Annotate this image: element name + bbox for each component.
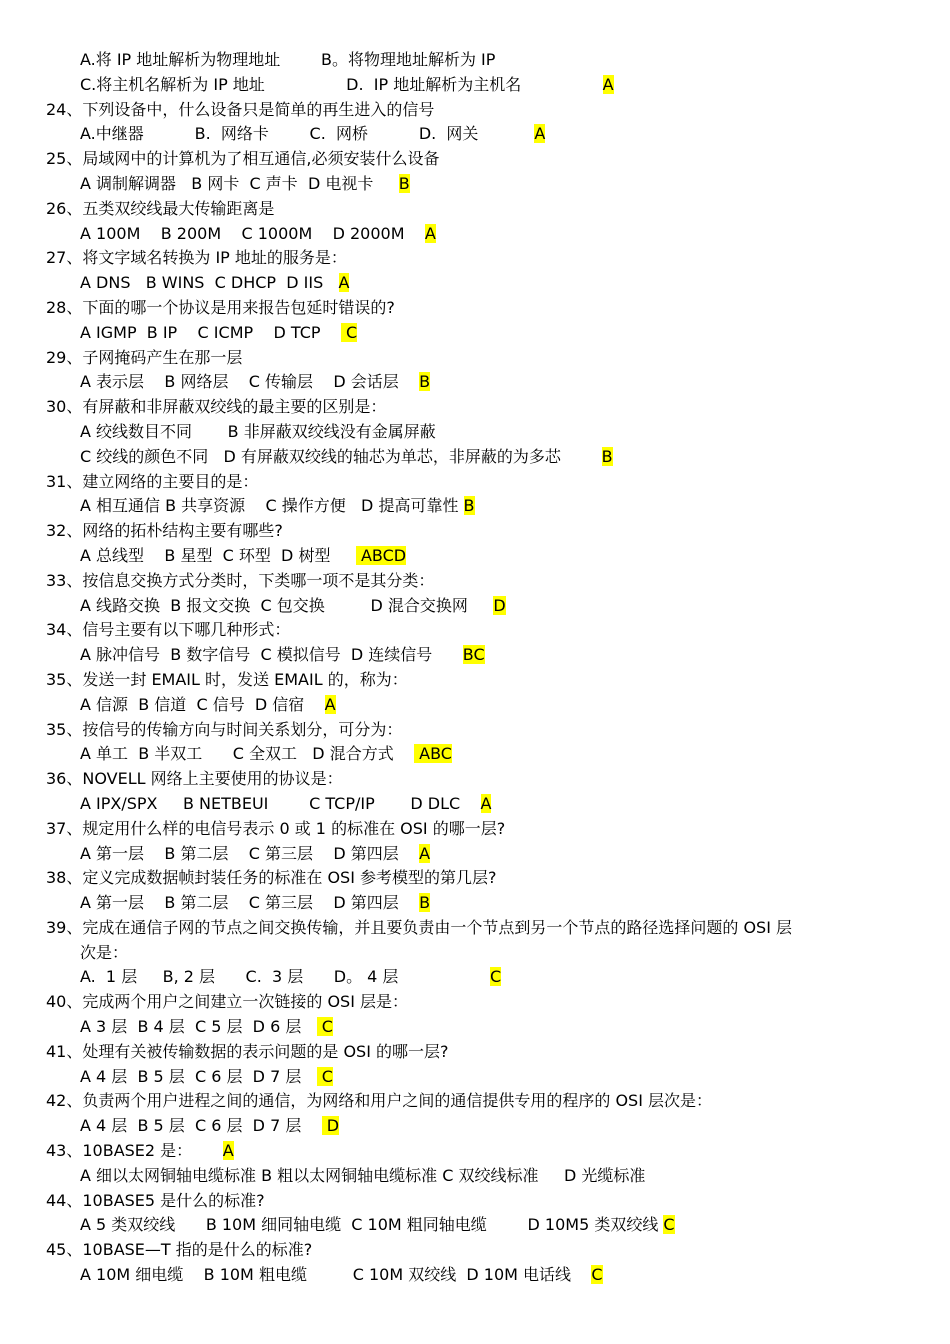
line-text: A 100M B 200M C 1000M D 2000M bbox=[80, 223, 425, 243]
answer-highlight: A bbox=[324, 694, 336, 714]
line-text: 39、完成在通信子网的节点之间交换传输，并且要负责由一个节点到另一个节点的路径选择问题的 OSI 层 bbox=[46, 917, 793, 937]
answer-highlight: A bbox=[602, 74, 614, 94]
answer-highlight: D bbox=[493, 595, 506, 615]
question-line bbox=[0, 296, 950, 321]
question-line bbox=[0, 718, 950, 743]
line-text: 37、规定用什么样的电信号表示 0 或 1 的标准在 OSI 的哪一层? bbox=[46, 818, 506, 838]
line-text: 27、将文字域名转换为 IP 地址的服务是： bbox=[46, 248, 347, 268]
answer-highlight: A bbox=[338, 273, 350, 293]
option-line bbox=[0, 1213, 950, 1238]
question-line bbox=[0, 470, 950, 495]
question-line bbox=[0, 98, 950, 123]
line-text: A 总线型 B 星型 C 环型 D 树型 bbox=[80, 545, 356, 565]
line-text: A 绞线数目不同 B 非屏蔽双绞线没有金属屏蔽 bbox=[80, 421, 436, 441]
line-text: 33、按信息交换方式分类时，下类哪一项不是其分类： bbox=[46, 570, 435, 590]
answer-highlight: C bbox=[340, 322, 358, 342]
option-line bbox=[0, 420, 950, 445]
line-text: A 表示层 B 网络层 C 传输层 D 会话层 bbox=[80, 372, 420, 392]
option-line bbox=[0, 544, 950, 569]
question-line bbox=[0, 346, 950, 371]
line-text: A 线路交换 B 报文交换 C 包交换 D 混合交换网 bbox=[80, 595, 494, 615]
answer-highlight: ABCD bbox=[355, 545, 407, 565]
question-line bbox=[0, 395, 950, 420]
line-text: 45、10BASE—T 指的是什么的标准? bbox=[46, 1240, 313, 1260]
answer-highlight: C bbox=[663, 1215, 675, 1235]
line-text: A. 1 层 B, 2 层 C. 3 层 D。 4 层 bbox=[80, 967, 490, 987]
option-line bbox=[0, 73, 950, 98]
option-line bbox=[0, 1114, 950, 1139]
line-text: 24、下列设备中，什么设备只是简单的再生进入的信号 bbox=[46, 99, 435, 119]
answer-highlight: D bbox=[321, 1116, 340, 1136]
answer-highlight: A bbox=[424, 223, 436, 243]
option-line bbox=[0, 941, 950, 966]
line-text: 41、处理有关被传输数据的表示问题的是 OSI 的哪一层? bbox=[46, 1041, 449, 1061]
option-line bbox=[0, 742, 950, 767]
question-line bbox=[0, 246, 950, 271]
option-line bbox=[0, 172, 950, 197]
answer-highlight: A bbox=[480, 793, 492, 813]
question-line bbox=[0, 990, 950, 1015]
option-line bbox=[0, 891, 950, 916]
option-line bbox=[0, 1015, 950, 1040]
option-line bbox=[0, 792, 950, 817]
option-line bbox=[0, 1164, 950, 1189]
option-line bbox=[0, 370, 950, 395]
line-text: C 绞线的颜色不同 D 有屏蔽双绞线的轴芯为单芯，非屏蔽的为多芯 bbox=[80, 446, 602, 466]
line-text: A 第一层 B 第二层 C 第三层 D 第四层 bbox=[80, 843, 420, 863]
line-text: A DNS B WINS C DHCP D IIS bbox=[80, 273, 339, 293]
line-text: 32、网络的拓朴结构主要有哪些? bbox=[46, 521, 283, 541]
line-text: 35、按信号的传输方向与时间关系划分，可分为： bbox=[46, 719, 403, 739]
answer-highlight: B bbox=[419, 372, 431, 392]
line-text: A 信源 B 信道 C 信号 D 信宿 bbox=[80, 694, 325, 714]
line-text: A 脉冲信号 B 数字信号 C 模拟信号 D 连续信号 bbox=[80, 645, 463, 665]
line-text: 43、10BASE2 是： bbox=[46, 1141, 223, 1161]
question-line bbox=[0, 618, 950, 643]
line-text: 35、发送一封 EMAIL 时，发送 EMAIL 的，称为： bbox=[46, 669, 408, 689]
line-text: 36、NOVELL 网络上主要使用的协议是： bbox=[46, 769, 343, 789]
line-text: 34、信号主要有以下哪几种形式： bbox=[46, 620, 291, 640]
answer-highlight: B bbox=[601, 446, 613, 466]
answer-highlight: B bbox=[419, 893, 431, 913]
line-text: A IPX/SPX B NETBEUI C TCP/IP D DLC bbox=[80, 793, 481, 813]
line-text: 29、子网掩码产生在那一层 bbox=[46, 347, 243, 367]
line-text: A IGMP B IP C ICMP D TCP bbox=[80, 322, 341, 342]
option-line bbox=[0, 1065, 950, 1090]
line-text: 次是： bbox=[80, 942, 129, 962]
line-text: 28、下面的哪一个协议是用来报告包延时错误的? bbox=[46, 297, 395, 317]
question-line bbox=[0, 197, 950, 222]
line-text: C.将主机名解析为 IP 地址 D. IP 地址解析为主机名 bbox=[80, 74, 603, 94]
line-text: A 3 层 B 4 层 C 5 层 D 6 层 bbox=[80, 1017, 317, 1037]
question-line bbox=[0, 1089, 950, 1114]
line-text: 25、局域网中的计算机为了相互通信,必须安装什么设备 bbox=[46, 149, 440, 169]
answer-highlight: B bbox=[463, 496, 475, 516]
answer-highlight: C bbox=[316, 1017, 333, 1037]
question-line bbox=[0, 817, 950, 842]
line-text: 38、定义完成数据帧封装任务的标准在 OSI 参考模型的第几层? bbox=[46, 868, 497, 888]
option-line bbox=[0, 445, 950, 470]
question-line bbox=[0, 519, 950, 544]
line-text: A 细以太网铜轴电缆标准 B 粗以太网铜轴电缆标准 C 双绞线标准 D 光缆标准 bbox=[80, 1165, 646, 1185]
question-line bbox=[0, 1139, 950, 1164]
line-text: A 单工 B 半双工 C 全双工 D 混合方式 bbox=[80, 744, 415, 764]
option-line bbox=[0, 643, 950, 668]
question-list bbox=[0, 48, 950, 1288]
option-line bbox=[0, 271, 950, 296]
option-line bbox=[0, 842, 950, 867]
line-text: 44、10BASE5 是什么的标准? bbox=[46, 1190, 265, 1210]
question-line bbox=[0, 866, 950, 891]
line-text: A 调制解调器 B 网卡 C 声卡 D 电视卡 bbox=[80, 173, 399, 193]
option-line bbox=[0, 693, 950, 718]
question-line bbox=[0, 1040, 950, 1065]
option-line bbox=[0, 594, 950, 619]
line-text: A 4 层 B 5 层 C 6 层 D 7 层 bbox=[80, 1116, 322, 1136]
answer-highlight: BC bbox=[462, 645, 485, 665]
question-line bbox=[0, 1238, 950, 1263]
question-line bbox=[0, 147, 950, 172]
answer-highlight: A bbox=[419, 843, 431, 863]
line-text: A 第一层 B 第二层 C 第三层 D 第四层 bbox=[80, 893, 420, 913]
line-text: 40、完成两个用户之间建立一次链接的 OSI 层是： bbox=[46, 992, 409, 1012]
answer-highlight: B bbox=[398, 173, 410, 193]
option-line bbox=[0, 965, 950, 990]
option-line bbox=[0, 494, 950, 519]
question-line bbox=[0, 767, 950, 792]
option-line bbox=[0, 321, 950, 346]
line-text: 30、有屏蔽和非屏蔽双绞线的最主要的区别是： bbox=[46, 397, 387, 417]
answer-highlight: A bbox=[534, 124, 546, 144]
question-line bbox=[0, 569, 950, 594]
line-text: 26、五类双绞线最大传输距离是 bbox=[46, 198, 275, 218]
question-line bbox=[0, 668, 950, 693]
option-line bbox=[0, 1263, 950, 1288]
line-text: 42、负责两个用户进程之间的通信，为网络和用户之间的通信提供专用的程序的 OSI 层次是： bbox=[46, 1091, 713, 1111]
option-line bbox=[0, 48, 950, 73]
line-text: A 4 层 B 5 层 C 6 层 D 7 层 bbox=[80, 1066, 317, 1086]
answer-highlight: C bbox=[489, 967, 502, 987]
question-line bbox=[0, 1189, 950, 1214]
answer-highlight: ABC bbox=[414, 744, 452, 764]
answer-highlight: A bbox=[222, 1141, 234, 1161]
option-line bbox=[0, 122, 950, 147]
line-text: A 相互通信 B 共享资源 C 操作方便 D 提高可靠性 bbox=[80, 496, 464, 516]
line-text: 31、建立网络的主要目的是： bbox=[46, 471, 259, 491]
question-line bbox=[0, 916, 950, 941]
answer-highlight: C bbox=[591, 1265, 603, 1285]
line-text: A.中继器 B. 网络卡 C. 网桥 D. 网关 bbox=[80, 124, 535, 144]
line-text: A 5 类双绞线 B 10M 细同轴电缆 C 10M 粗同轴电缆 D 10M5 类双绞线 bbox=[80, 1215, 664, 1235]
line-text: A 10M 细电缆 B 10M 粗电缆 C 10M 双绞线 D 10M 电话线 bbox=[80, 1265, 592, 1285]
option-line bbox=[0, 222, 950, 247]
answer-highlight: C bbox=[316, 1066, 333, 1086]
line-text: A.将 IP 地址解析为物理地址 B。将物理地址解析为 IP bbox=[80, 50, 496, 69]
